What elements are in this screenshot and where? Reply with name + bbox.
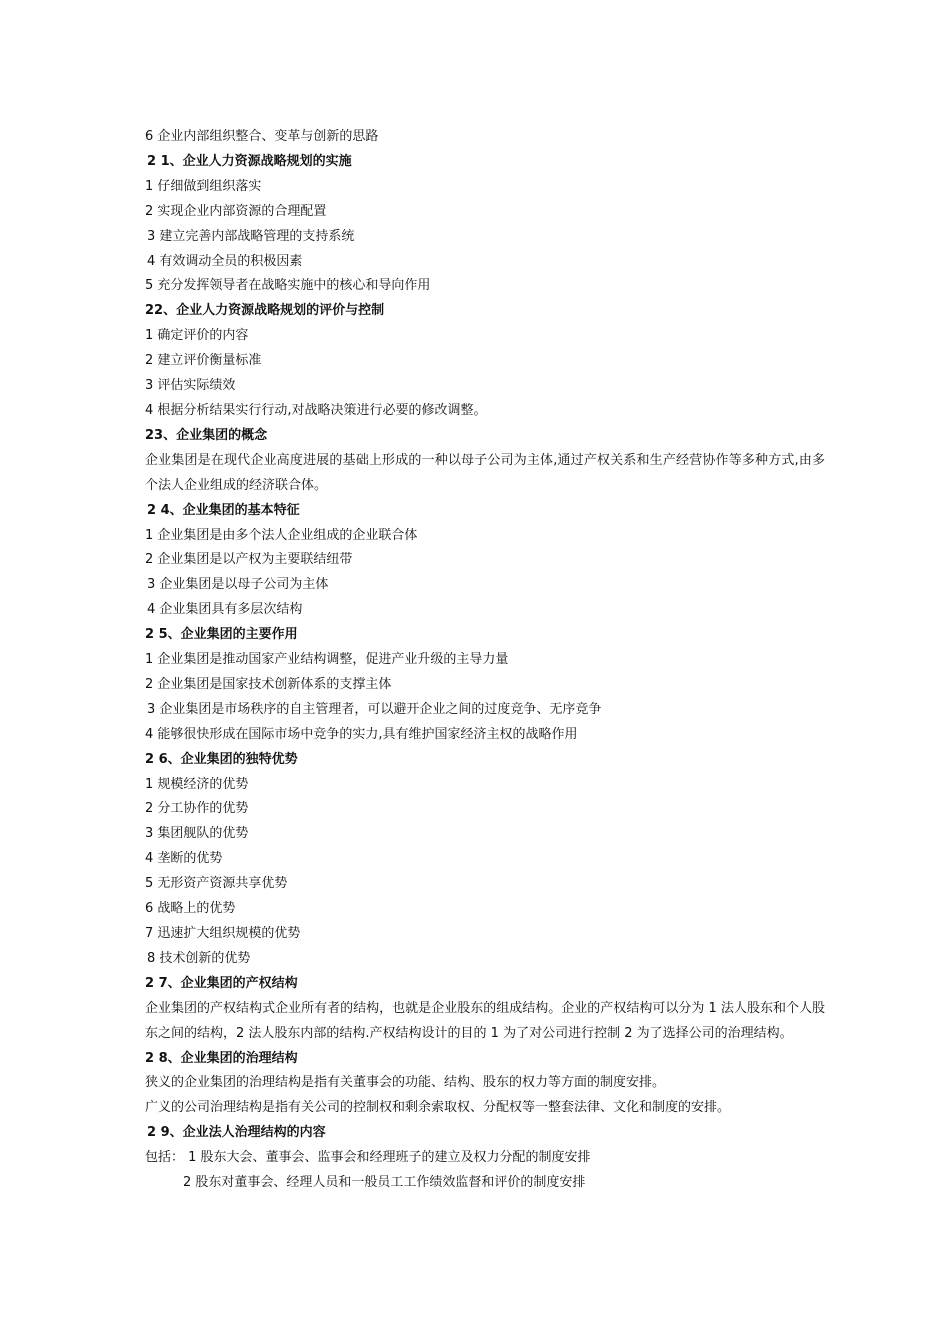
document-body xyxy=(145,125,825,1196)
body-line: 狭义的企业集团的治理结构是指有关董事会的功能、结构、股东的权力等方面的制度安排。 xyxy=(145,1075,666,1091)
section-heading: 2 9、企业法人治理结构的内容 xyxy=(147,1125,326,1141)
list-item: 5 充分发挥领导者在战略实施中的核心和导向作用 xyxy=(145,278,431,294)
list-item: 8 技术创新的优势 xyxy=(147,950,251,966)
section-heading: 2 6、企业集团的独特优势 xyxy=(145,751,298,767)
section-heading: 2 5、企业集团的主要作用 xyxy=(145,627,298,643)
list-item: 4 有效调动全员的积极因素 xyxy=(147,253,303,269)
body-line: 6 企业内部组织整合、变革与创新的思路 xyxy=(145,129,379,144)
list-item: 2 股东对董事会、经理人员和一般员工工作绩效监督和评价的制度安排 xyxy=(183,1175,586,1191)
list-item: 1 企业集团是由多个法人企业组成的企业联合体 xyxy=(145,527,418,543)
section-heading: 2 4、企业集团的基本特征 xyxy=(147,502,300,518)
list-item: 1 规模经济的优势 xyxy=(145,776,249,792)
list-item: 3 建立完善内部战略管理的支持系统 xyxy=(147,228,355,244)
section-heading: 22、企业人力资源战略规划的评价与控制 xyxy=(145,303,385,319)
section-heading: 2 8、企业集团的治理结构 xyxy=(145,1050,298,1066)
list-item: 1 企业集团是推动国家产业结构调整，促进产业升级的主导力量 xyxy=(145,652,509,668)
list-item: 3 企业集团是市场秩序的自主管理者，可以避开企业之间的过度竞争、无序竞争 xyxy=(147,701,602,717)
body-paragraph: 企业集团是在现代企业高度进展的基础上形成的一种以母子公司为主体,通过产权关系和生产经营协作等多种方式,由多个法人企业组成的经济联合体。 xyxy=(145,452,825,493)
list-item: 3 评估实际绩效 xyxy=(145,378,236,394)
body-paragraph: 企业集团的产权结构式企业所有者的结构，也就是企业股东的组成结构。企业的产权结构可以分为 1 法人股东和个人股东之间的结构，2 法人股东内部的结构.产权结构设计的目的 1 为了对公司进行控制 2 为了选择公司的治理结构。 xyxy=(145,1000,825,1041)
list-item: 4 垄断的优势 xyxy=(145,851,223,867)
section-heading: 2 7、企业集团的产权结构 xyxy=(145,975,298,991)
list-item: 7 迅速扩大组织规模的优势 xyxy=(145,926,301,941)
section-heading: 23、企业集团的概念 xyxy=(145,427,268,443)
list-item: 6 战略上的优势 xyxy=(145,901,236,917)
list-item: 4 企业集团具有多层次结构 xyxy=(147,602,303,618)
body-line: 广义的公司治理结构是指有关公司的控制权和剩余索取权、分配权等一整套法律、文化和制度的安排。 xyxy=(145,1100,731,1116)
list-item: 3 集团舰队的优势 xyxy=(145,826,249,842)
list-item: 1 确定评价的内容 xyxy=(145,328,249,344)
list-item: 4 根据分析结果实行行动,对战略决策进行必要的修改调整。 xyxy=(145,402,487,418)
list-item: 2 实现企业内部资源的合理配置 xyxy=(145,203,327,219)
list-item: 2 分工协作的优势 xyxy=(145,801,249,817)
list-item: 2 企业集团是国家技术创新体系的支撑主体 xyxy=(145,676,392,692)
list-item: 2 建立评价衡量标准 xyxy=(145,353,262,369)
list-item: 3 企业集团是以母子公司为主体 xyxy=(147,577,329,593)
section-heading: 2 1、企业人力资源战略规划的实施 xyxy=(147,153,352,169)
list-item: 4 能够很快形成在国际市场中竞争的实力,具有维护国家经济主权的战略作用 xyxy=(145,726,578,742)
list-item: 2 企业集团是以产权为主要联结纽带 xyxy=(145,552,353,568)
list-item: 包括： 1 股东大会、董事会、监事会和经理班子的建立及权力分配的制度安排 xyxy=(145,1150,591,1166)
list-item: 5 无形资产资源共享优势 xyxy=(145,876,288,892)
list-item: 1 仔细做到组织落实 xyxy=(145,178,262,194)
